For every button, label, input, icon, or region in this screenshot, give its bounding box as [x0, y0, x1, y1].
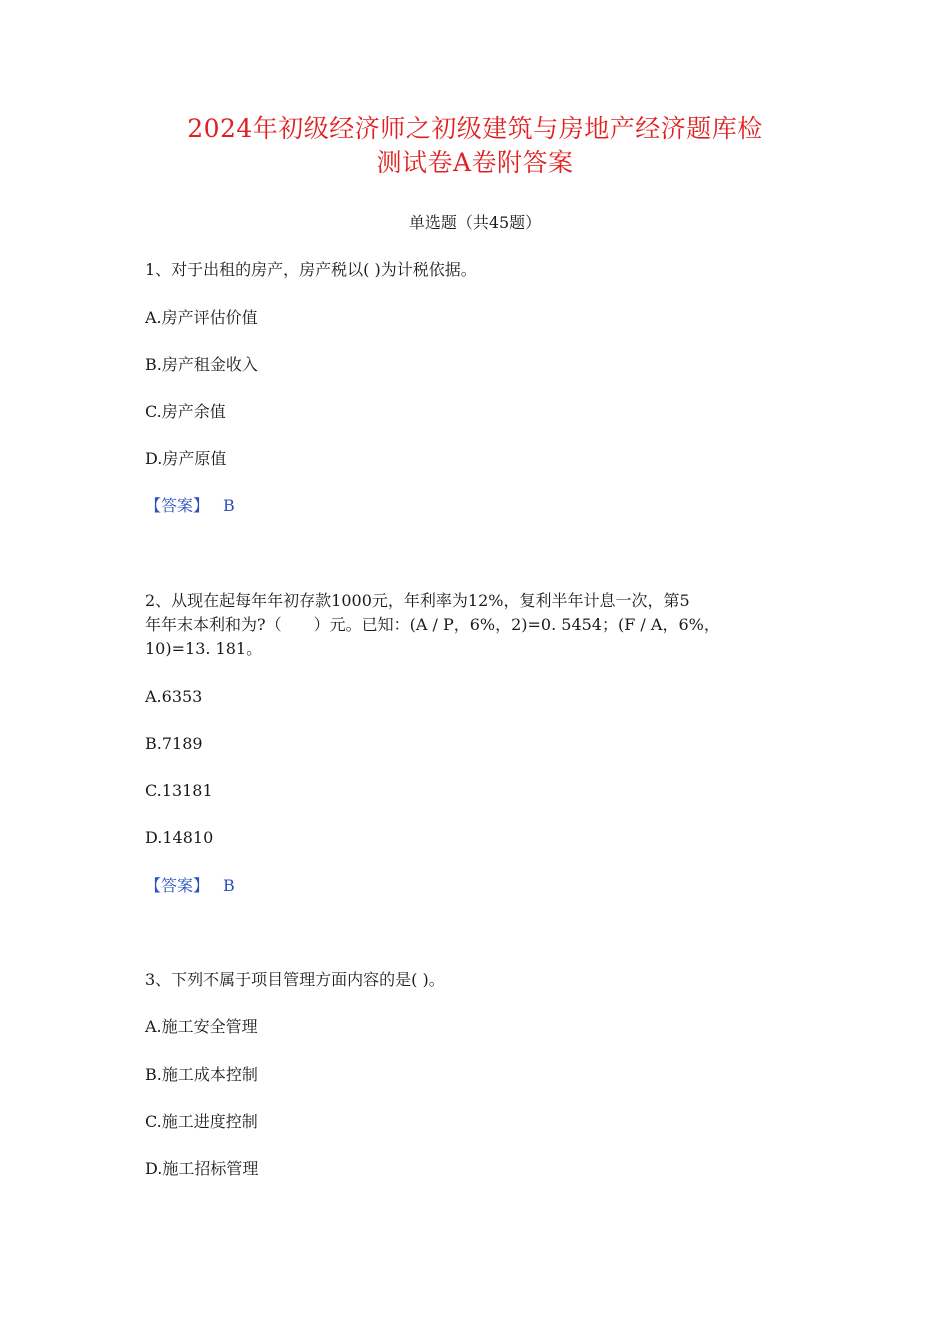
question-1-option-a: A.房产评估价值 [145, 308, 258, 327]
question-3-option-d: D.施工招标管理 [145, 1159, 259, 1178]
question-1-answer [145, 494, 235, 518]
question-2-stem-line-1: 2、从现在起每年年初存款1000元，年利率为12%，复利半年计息一次，第5 [145, 591, 690, 610]
question-2-option-d: D.14810 [145, 828, 214, 847]
answer-label: 【答案】 [145, 876, 210, 895]
document-title-line-1: 2024年初级经济师之初级建筑与房地产经济题库检 [187, 114, 763, 143]
question-2-option-c: C.13181 [145, 781, 213, 800]
question-3-option-a: A.施工安全管理 [145, 1017, 258, 1036]
question-2-stem-line-2: 年年末本利和为?（ ）元。已知：(A / P，6%，2)=0. 5454；(F / A，6%， [145, 615, 720, 634]
question-1-option-c: C.房产余值 [145, 402, 226, 421]
answer-label: 【答案】 [145, 496, 210, 515]
question-3-stem: 3、下列不属于项目管理方面内容的是( )。 [145, 970, 445, 989]
answer-value: B [223, 876, 235, 895]
question-2-option-b: B.7189 [145, 734, 203, 753]
question-3-option-c: C.施工进度控制 [145, 1112, 258, 1131]
question-2-option-a: A.6353 [145, 687, 203, 706]
question-1-option-d: D.房产原值 [145, 449, 227, 468]
answer-value: B [223, 496, 235, 515]
question-1-option-b: B.房产租金收入 [145, 355, 258, 374]
section-heading: 单选题（共45题） [408, 213, 542, 232]
question-2-stem-line-3: 10)=13. 181。 [145, 639, 263, 658]
question-2-answer [145, 874, 235, 898]
question-1-stem: 1、对于出租的房产，房产税以( )为计税依据。 [145, 260, 477, 279]
document-title-line-2: 测试卷A卷附答案 [376, 148, 574, 177]
question-3-option-b: B.施工成本控制 [145, 1065, 258, 1084]
